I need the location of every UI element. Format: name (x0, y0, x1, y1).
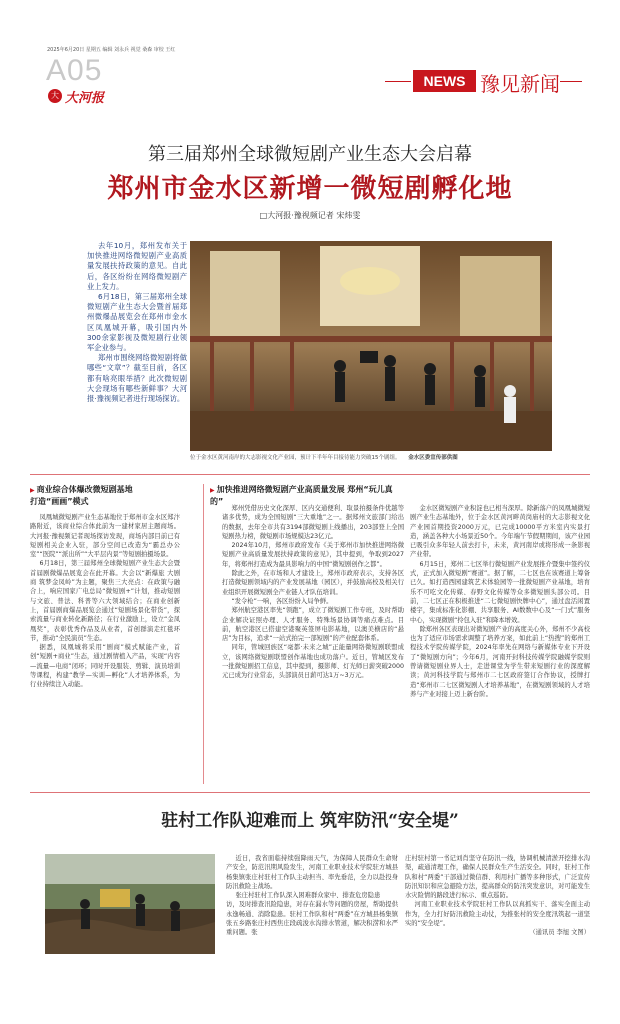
photo-caption (190, 453, 552, 461)
article-lead (87, 241, 187, 404)
section-badge: NEWS (413, 70, 476, 92)
story2-credit: （通讯员 李旭 文图） (529, 929, 590, 937)
column-1-body (30, 513, 180, 690)
body-paragraph: 6月15日，郑州二七区举行微短剧产业发展推介暨集中签约仪式，正式加入微短剧“赛道”。据了解，二七区也在该赛道上筹备已久。如打造西园建筑艺术体验园等一批微短剧产业基地，培育乐不可吃文化传媒、春野文化传媒等众多微短剧头部公司。目前，二七区正在积极推进“二七微短剧快牌中心”，通过盘活闲置楼宇，集成标准化影棚、共享服务、AI数数中心及“一门式”服务中心，实现微剧“拎包入驻”和降本增效。 (410, 560, 590, 624)
photo-credit: 金水区委宣传部供图 (408, 455, 458, 461)
story2-headline: 驻村工作队迎难而上 筑牢防汛“安全堤” (161, 811, 459, 831)
article-byline: □大河报·豫视频记者 宋炜雯 (259, 211, 361, 220)
section-divider (30, 474, 590, 475)
body-paragraph: “发令枪”一响，各区纷纷入局争鲜。 (231, 597, 333, 605)
column-2-body (222, 504, 404, 681)
article-subheadline: 第三届郑州全球微短剧产业生态大会启幕 (148, 144, 472, 165)
column-1-heading-line2: 打造“画画”模式 (30, 497, 89, 506)
column-divider (203, 484, 204, 784)
section-rule-right (560, 81, 582, 82)
body-paragraph: 据悉，凤凰城将采用“剧商”模式赋能产业，首创“短剧+商业”生态，通过剧情植入产品，实现“内容—流量—电商”闭环；同时开设服装、剪辑、演员培训等课程，构建“教学—实训—孵化”人才培养体系，为行业持续注入动能。 (30, 644, 180, 689)
body-paragraph: 除郑州各区表现出对微短剧产业的高度关心外，郑州不少高校也为了适应市场需求调整了培养方案，如此前上“热搜”的郑州工程技术学院传媒学院，2024年率先在网络与新媒体专业下开设了“微短剧方向”；今年6月，河南开封科技传媒学院融媒学院则曾请微短剧业界人士，走进课堂为学生带来短剧行业的深度解读；黄河科技学院与郑州市二七区政府签订合作协议，授牌打造“郑州市二七区微短剧人才培养基地”，在微短剧领域的人才培养与产业对接上迈上新台阶。 (410, 625, 590, 698)
story2-column-2 (405, 854, 590, 938)
triangle-bullet-icon: ▶ (210, 487, 215, 494)
body-paragraph: 凤凰城微短剧产业生态基地位于郑州市金水区郑汴路附近，该商业综合体此前为一建材家居主题商场。大河报·豫视频记者现场探访发现，商场内部目前已有短剧相关企业入驻，部分空间已改造为“霸总办公室”“医院”“派出所”“大平层内景”等短剧拍摄场景。 (30, 514, 180, 559)
body-paragraph: 6月18日，第三届郑州全球微短剧产业生态大会暨首届剧微爆品展览会在此开幕。大会以“新爆旅 大剧商 筑梦金凤岭”为主题，聚焦三大亮点：在政策与融合上，响应国家广电总局“微短剧+”计划，推动短剧与文旅、普法、科普等六大领域结合；在商业创新上，首届剧商爆品展览会通过“短剧场景化带货”，探索流量与商业转化新路径；在行业激励上，设立“金凤凰奖”，表彰优秀作品及从业者，首创群演走红毯环节，推动“全民演员”生态。 (30, 560, 180, 642)
newspaper-logo (48, 88, 104, 104)
body-paragraph: 河南工业职业技术学院驻村工作队以真抓实干、落实全面主动作为，全力打好防汛救险主动仗，为推张村的安全度汛筑起一道坚实的“安全堤”。 (405, 901, 590, 928)
body-paragraph: 同年，管城回族区“毫都·未来之城”正能量网络微短剧联盟成立，该网络微短剧联盟创作基地也成功落户。近日，管城区发布一批微短剧招工信息，其中提到，摄影师、灯光师日薪突破2000元已成为行业常态，头部演员日薪可达1万~3万元。 (222, 644, 404, 680)
column-2-heading-text: 加快推进网络微短剧产业高质量发展 郑州“玩儿真的” (210, 485, 393, 506)
body-paragraph: 金水区微短剧产业积淀也已相当深厚。除新落户的凤凰城微短剧产业生态基地外，位于金水区黄河畔黄岗庙村的大志影视文化产业园首期投资2000万元，已完成10000平方米室内实景打造，涵盖各种大小场景近50个。今年端午节假期期间，该产业园已吸引众多年轻人前去打卡，未来，黄河南岸或将形成一条影视产业带。 (410, 505, 590, 559)
body-paragraph: 郑州航空港区率先“领跑”，成立了微短剧工作专班，及时帮助企业解决证照办理、人才服务、特殊场景协调等痛点难点。目前，航空港区已搭建空港聚英签屏电影基地，以澳美横店的“悬店”为目标，追求“一站式拍完一部短剧”的产业配套体系。 (222, 607, 404, 643)
section-name: 豫见新闻 (480, 72, 560, 96)
body-paragraph: 近日，我省面临持续强降雨天气，为保障人民群众生命财产安全，防范汛期风险发生，河南工业职业技术学院驻方城县杨集镇张庄村驻村工作队主动担当、率先垂范，全力以赴投身防汛救险主战场。 (226, 855, 398, 890)
logo-text: 大河报 (65, 90, 105, 106)
column-1 (30, 484, 180, 690)
triangle-bullet-icon: ▶ (30, 487, 35, 494)
article-headline: 郑州市金水区新增一微短剧孵化地 (107, 174, 513, 204)
date-editor-line: 2025年6月20日 星期五 编辑 刘永兵 视觉 桑森 审校 王红 (47, 47, 176, 53)
photo-caption-text: 位于金水区黄河南岸的大志影视文化产业园，预计下半年年目接待能力突破15个剧组。 (190, 455, 401, 461)
page-number: A05 (46, 54, 103, 87)
body-paragraph: 张庄村驻村工作队深入困难群众家中、排查危房隐患 (235, 892, 381, 900)
body-paragraph: 2024年10月，郑州市政府发布《关于郑州市加快推进网络微短剧产业高质量发展扶持政策的意见》，其中提到，争取到2027年，将郑州打造成为最具影响力的中国“微短剧创作之都”。 (222, 542, 404, 568)
film-set-photo (190, 241, 552, 451)
column-1-heading (30, 484, 180, 507)
body-paragraph: 除此之外，在市场和人才建设上，郑州市政府表示，支持各区打造微短剧领域内的产业发展基地（园区），并鼓励高校及相关行业组织开展微短剧全产业链人才队伍培训。 (222, 570, 404, 596)
body-paragraph: 庄村驻村第一书记刘肖坚守在防汛一线，协调机械清淤开挖排水沟渠，疏通清理工作，确保人民群众生产生活安全。同时，驻村工作队和村“两委”干部通过微信群、利用村广播等多种形式，广泛宣传防汛知识和应急避险方法，提高群众的防汛突发意识，对可能发生水灾险情的路段进行标示、重点巡防。 (405, 855, 590, 900)
body-paragraph: 郑州凭借历史文化深厚、区内交通便利、取景拍摄条件优越等诸多优势，成为全国短剧“三大重地”之一。据郑州文旅部门给出的数据，去年全市共有3194部微短剧上线播出，203部登上全国短剧热力榜，微短剧市场规模达23亿元。 (222, 505, 404, 540)
lead-paragraph: 6月18日，第三届郑州全球微短剧产业生态大会暨首届郑州微爆品展览会在郑州市金水区凤凰城开幕，吸引国内外300余家影视及微短剧行业领军企业参与。 (87, 292, 187, 353)
flood-prevention-photo (45, 854, 215, 954)
logo-mark-icon: 大 (48, 89, 62, 103)
column-1-heading-line1: 商业综合体爆改微短剧基地 (36, 485, 133, 494)
column-3-body (410, 504, 590, 699)
section-rule-left (385, 81, 411, 82)
story2-column-1 (226, 854, 398, 938)
lead-paragraph: 郑州市围绕网络微短剧将做哪些“文章”？截至目前，各区都有啥亮眼举措？此次微短剧大会现场有哪些新鲜事？大河报·豫视频记者进行现场探访。 (87, 353, 187, 404)
lead-paragraph: 去年10月，郑州发布关于加快推进网络微短剧产业高质量发展扶持政策的意见。自此后，各区纷纷在网络微短剧产业上发力。 (87, 241, 187, 291)
story-divider (30, 792, 590, 793)
body-paragraph: 访，及时排查汛险隐患，对存在漏水等问题的房屋，帮助提供永逸畅通、消除隐患。驻村工作队和村“两委”在方城县杨集镇张五乡路张庄村西焦庄段疏浚水沟排水管道，解决积涝和水严重问题。张 (226, 901, 398, 937)
